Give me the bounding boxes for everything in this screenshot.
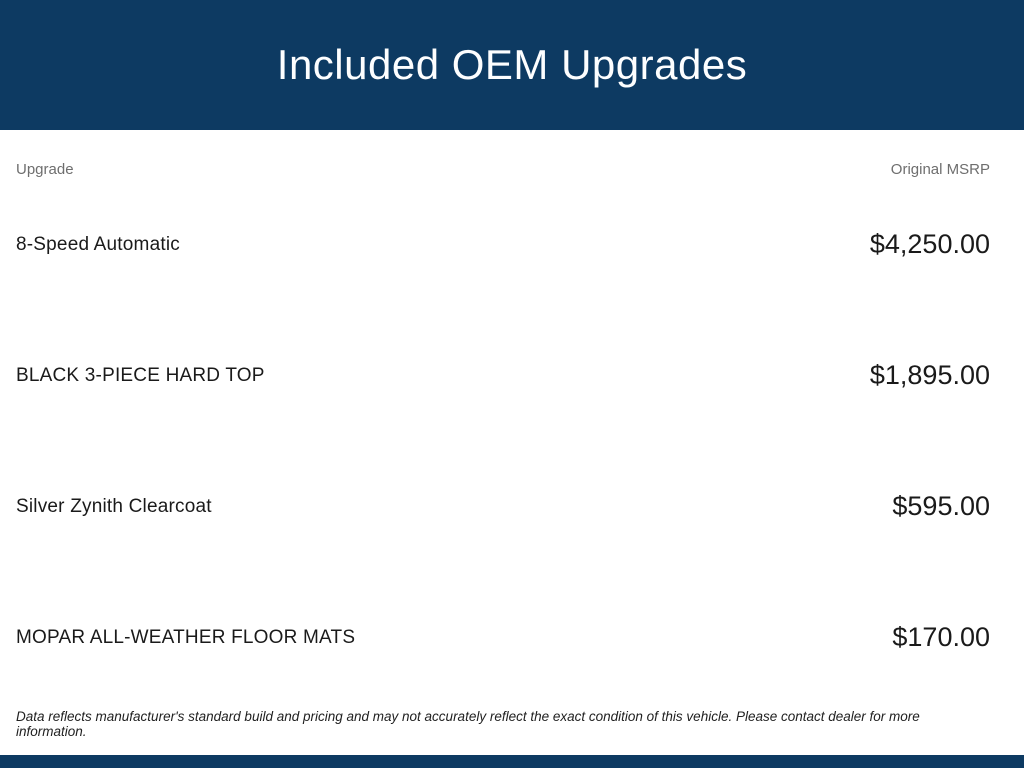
column-header-upgrade: Upgrade [16, 161, 74, 178]
table-rows [16, 179, 990, 703]
disclaimer-text: Data reflects manufacturer's standard build and pricing and may not accurately reflect the exact condition of this vehicle. Please contact dealer for more information. [16, 709, 920, 739]
page-title: Included OEM Upgrades [276, 41, 748, 88]
upgrades-table [0, 130, 1024, 739]
table-row [16, 179, 990, 310]
table-column-headers [16, 130, 990, 179]
page-header [0, 0, 1024, 130]
column-header-msrp: Original MSRP [890, 161, 990, 178]
upgrade-name: Silver Zynith Clearcoat [16, 495, 212, 517]
upgrade-name: 8-Speed Automatic [16, 233, 180, 255]
table-row [16, 572, 990, 703]
upgrade-name: BLACK 3-PIECE HARD TOP [16, 364, 265, 386]
upgrade-msrp: $170.00 [892, 622, 990, 652]
table-row [16, 441, 990, 572]
table-row [16, 310, 990, 441]
upgrade-msrp: $4,250.00 [869, 229, 990, 259]
upgrade-name: MOPAR ALL-WEATHER FLOOR MATS [16, 626, 356, 648]
upgrade-msrp: $595.00 [892, 491, 990, 521]
footer-bar [0, 755, 1024, 768]
upgrade-msrp: $1,895.00 [869, 360, 990, 390]
